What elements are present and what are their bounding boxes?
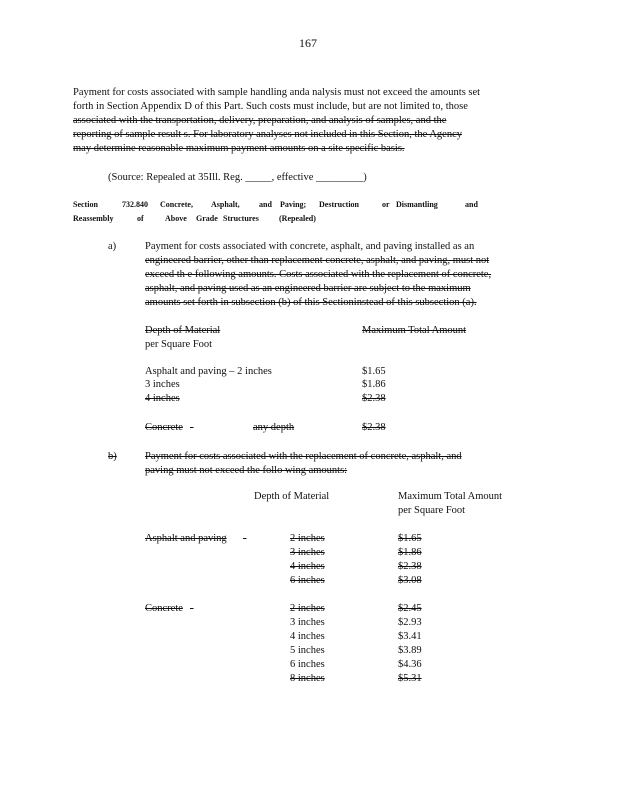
table-b-concrete-value: $3.89	[398, 645, 422, 656]
para-a-line-struck: engineered barrier, other than replacement concrete, asphalt, and paving, must not	[145, 255, 490, 266]
table-b-concrete-depth: 6 inches	[290, 659, 325, 670]
intro-line: Payment for costs associated with sample handling anda nalysis must not exceed the amounts set	[73, 87, 481, 98]
table-b-concrete-value: $2.93	[398, 617, 422, 628]
table-b-header-depth: Depth of Material	[254, 491, 330, 502]
section-heading-word: and	[259, 200, 272, 209]
table-b-concrete-dash: -	[190, 603, 194, 614]
section-heading-word: Dismantling	[396, 200, 438, 209]
source-prefix: (Source: Repealed at 35Ill. Reg.	[108, 172, 246, 183]
para-a-line: Payment for costs associated with concrete, asphalt, and paving installed as an	[145, 241, 475, 252]
table-a-row-value-struck: $2.38	[362, 393, 386, 404]
para-b-line-struck: paving must not exceed the follo wing amounts:	[145, 465, 348, 476]
section-heading-word: Section	[73, 200, 98, 209]
section-heading-word: Paving;	[280, 200, 307, 209]
table-b-concrete-depth: 2 inches	[290, 603, 325, 614]
table-b-concrete-label: Concrete	[145, 603, 183, 614]
page-number: 167	[299, 36, 317, 50]
table-b-asphalt-dash: -	[243, 533, 247, 544]
table-b-asphalt-value: $2.38	[398, 561, 422, 572]
source-blank-1: _____	[245, 172, 272, 183]
intro-line-struck: may determine reasonable maximum payment amounts on a site specific basis.	[73, 143, 405, 154]
table-b-concrete-depth: 3 inches	[290, 617, 325, 628]
intro-line: forth in Section Appendix D of this Part. Such costs must include, but are not limited to, those	[73, 101, 468, 112]
table-b-asphalt-depth: 3 inches	[290, 547, 325, 558]
section-heading-word: of	[137, 214, 144, 223]
section-heading-word: Structures	[223, 214, 259, 223]
table-b-asphalt-value: $3.08	[398, 575, 422, 586]
table-b-concrete-depth: 4 inches	[290, 631, 325, 642]
table-b-concrete-value: $3.41	[398, 631, 422, 642]
section-heading-word: Concrete,	[160, 200, 193, 209]
table-b-concrete-value: $2.45	[398, 603, 422, 614]
para-a-line-struck: amounts set forth in subsection (b) of this Sectioninstead of this subsection (a).	[145, 297, 477, 308]
section-heading-word: and	[465, 200, 478, 209]
source-note	[108, 171, 367, 185]
section-heading-word: Above	[165, 214, 187, 223]
table-b-concrete-depth: 8 inches	[290, 673, 325, 684]
section-heading-word: or	[382, 200, 390, 209]
table-b-header-per-square-foot: per Square Foot	[398, 505, 466, 516]
section-heading-word: 732.840	[122, 200, 148, 209]
section-heading-word: Asphalt,	[211, 200, 240, 209]
section-heading-word: Grade	[196, 214, 218, 223]
table-a-header-depth: Depth of Material	[145, 325, 221, 336]
section-heading-word: Destruction	[319, 200, 359, 209]
table-a-row-value: $1.86	[362, 379, 386, 390]
table-b-asphalt-value: $1.65	[398, 533, 422, 544]
table-b-concrete-value: $5.31	[398, 673, 422, 684]
table-a-row-label: 3 inches	[145, 379, 180, 390]
para-b-line-struck: Payment for costs associated with the replacement of concrete, asphalt, and	[145, 451, 462, 462]
source-blank-2: _________	[316, 172, 364, 183]
source-middle: , effective	[271, 172, 316, 183]
table-a-row-label-struck: 4 inches	[145, 393, 180, 404]
table-b-concrete-depth: 5 inches	[290, 645, 325, 656]
table-b-concrete-value: $4.36	[398, 659, 422, 670]
table-b-asphalt-depth: 4 inches	[290, 561, 325, 572]
table-b-asphalt-label: Asphalt and paving	[145, 533, 227, 544]
table-b-asphalt-depth: 2 inches	[290, 533, 325, 544]
table-a-concrete-depth: any depth	[253, 422, 295, 433]
table-a-row-label: Asphalt and paving – 2 inches	[145, 366, 272, 377]
table-b-asphalt-value: $1.86	[398, 547, 422, 558]
table-a-row-value: $1.65	[362, 366, 386, 377]
table-a-concrete-value: $2.38	[362, 422, 386, 433]
intro-line-struck: associated with the transportation, delivery, preparation, and analysis of samples, and the	[73, 115, 447, 126]
table-a-header-max: Maximum Total Amount	[362, 325, 467, 336]
section-heading-word: Reassembly	[73, 214, 114, 223]
para-a-line-struck: exceed th e following amounts. Costs associated with the replacement of concrete,	[145, 269, 492, 280]
para-a-line-struck: asphalt, and paving used as an engineered barrier are subject to the maximum	[145, 283, 471, 294]
table-a-concrete-dash: -	[190, 422, 194, 433]
table-b-asphalt-depth: 6 inches	[290, 575, 325, 586]
table-b-header-max: Maximum Total Amount	[398, 491, 503, 502]
intro-line-struck: reporting of sample result s. For laboratory analyses not included in this Section, the Agency	[73, 129, 463, 140]
para-a-label: a)	[108, 241, 117, 252]
table-a-concrete-label: Concrete	[145, 422, 183, 433]
source-suffix: )	[363, 172, 367, 183]
table-a-header-per-square-foot: per Square Foot	[145, 339, 213, 350]
para-b-label: b)	[108, 451, 117, 462]
section-heading-word: (Repealed)	[279, 214, 316, 223]
